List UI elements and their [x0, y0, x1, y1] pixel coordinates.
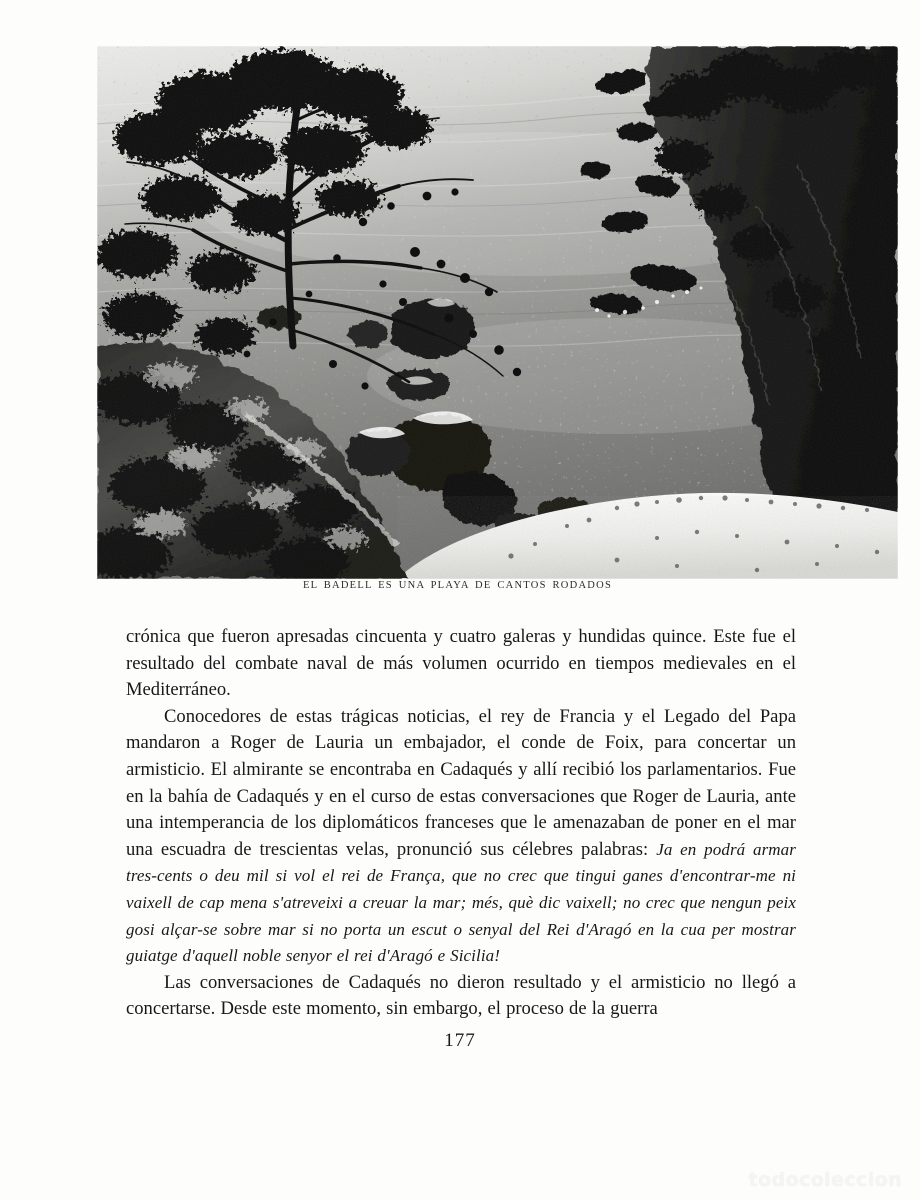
paragraph-3-run-roman: Las conversaciones de Cadaqués no dieron resultado y el armisticio no llegó a concertarse. Desde este momento, sin embargo, el proceso de la guerra [126, 971, 796, 1020]
paragraph-2-run-italic-catalan-quote: Ja en podrá armar tres-cents o deu mil si vol el rei de França, que no crec que tingui ganes d'encontrar-me ni vaixell de cap mena s'atreveixi a creuar la mar; més, què dic vaixell; no crec que nengun peix gosi alçar-se sobre mar si no porta un escut o senyal del Rei d'Aragó en la cua per mostrar guiatge d'aquell noble senyor el rei d'Aragó e Sicilia! [126, 839, 796, 966]
todocoleccion-watermark: todocoleccion [748, 1169, 902, 1191]
body-text-block [126, 624, 796, 1023]
cove-photograph [97, 46, 898, 579]
photograph-frame [97, 46, 898, 579]
paragraph-1-run-roman: crónica que fueron apresadas cincuenta y cuatro galeras y hundidas quince. Este fue el resultado del combate naval de más volumen ocurrido en tiempos medievales en el Mediterráneo. [126, 626, 796, 701]
paragraph-1 [126, 624, 796, 704]
photograph-figure [97, 46, 898, 579]
paragraph-3 [126, 970, 796, 1023]
page-number: 177 [444, 1030, 476, 1051]
paragraph-2 [126, 704, 796, 970]
photograph-caption: EL BADELL ES UNA PLAYA DE CANTOS RODADOS [302, 580, 613, 591]
paragraph-2-run-roman: Conocedores de estas trágicas noticias, el rey de Francia y el Legado del Papa mandaron a Roger de Lauria un embajador, el conde de Foix, para concertar un armisticio. El almirante se encontraba en Cadaqués y allí recibió los parlamentarios. Fue en la bahía de Cadaqués y en el curso de estas conversaciones que Roger de Lauria, ante una intemperancia de los diplomáticos franceses que le amenazaban de poner en el mar una escuadra de trescientas velas, pronunció sus célebres palabras: [126, 705, 796, 860]
